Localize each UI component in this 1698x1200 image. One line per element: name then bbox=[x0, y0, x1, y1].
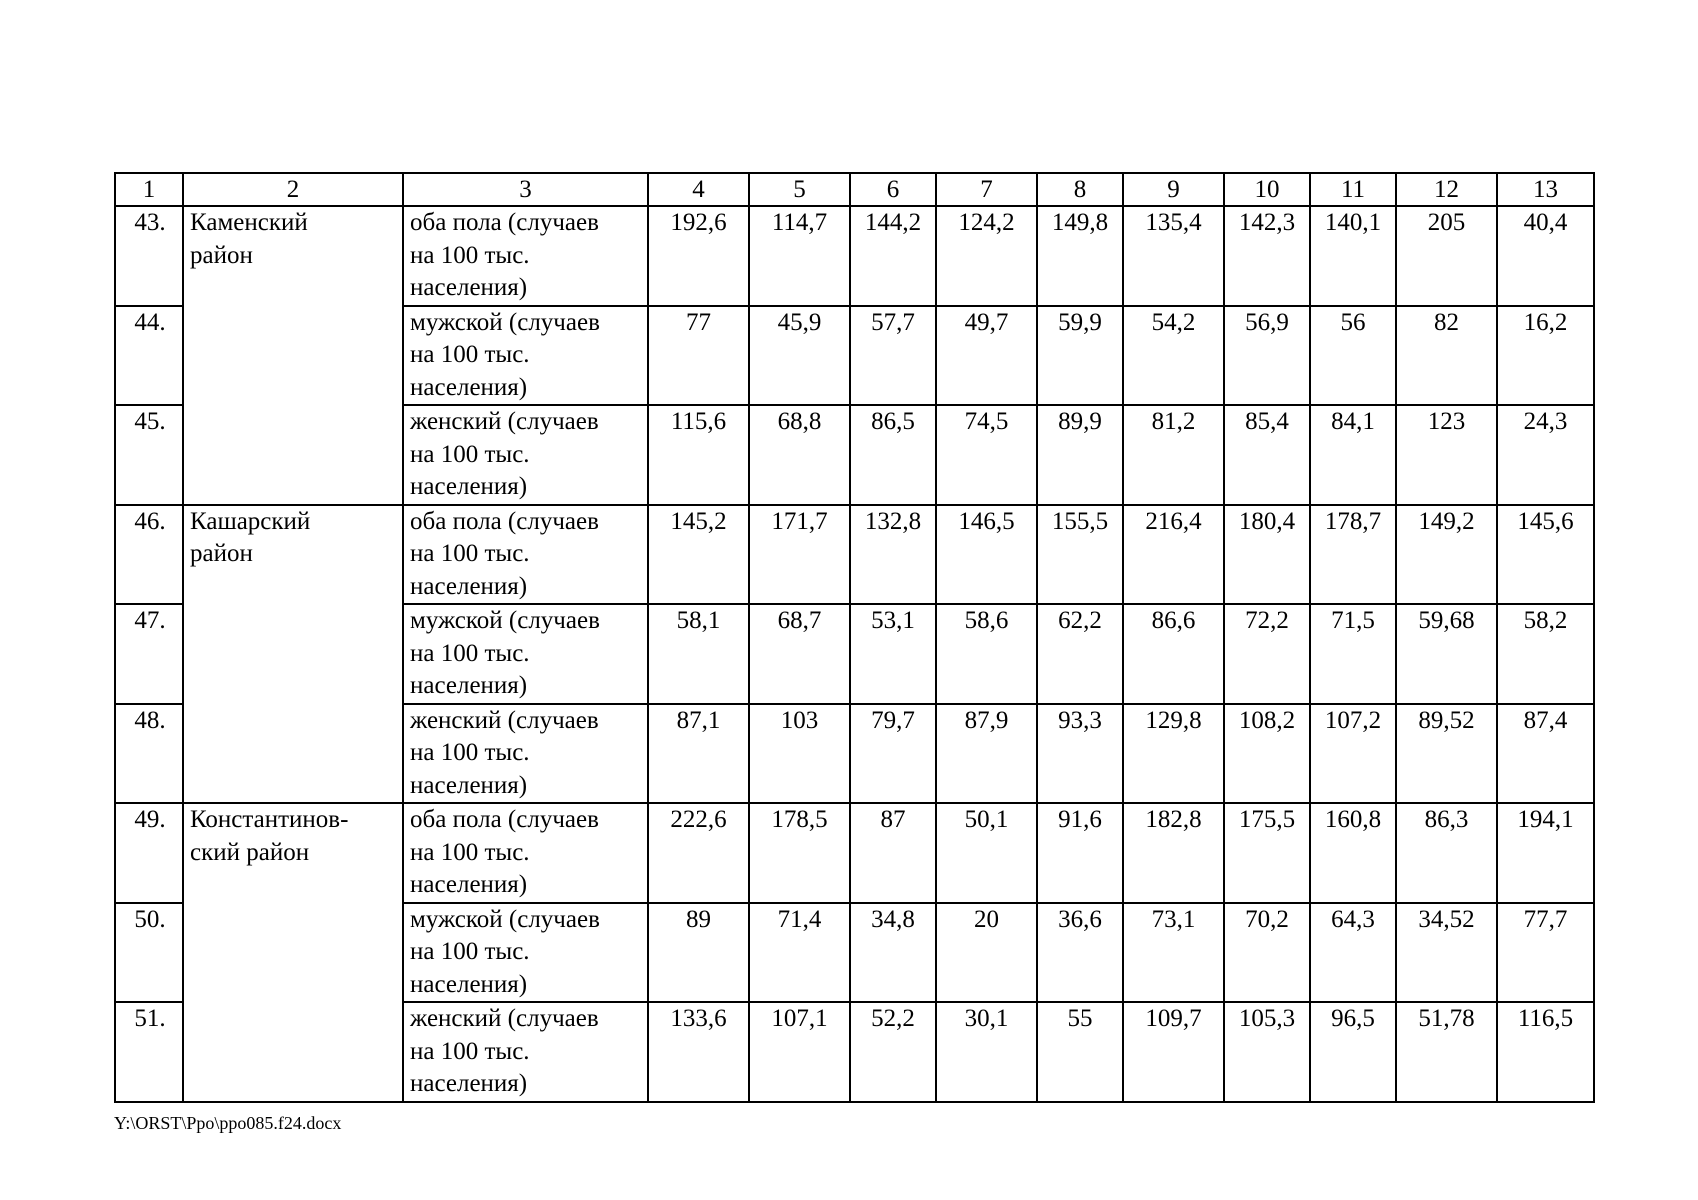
value-cell: 54,2 bbox=[1123, 306, 1224, 406]
indicator-label: оба пола (случаев на 100 тыс. населения) bbox=[410, 806, 599, 898]
value-cell: 34,52 bbox=[1396, 903, 1497, 1003]
value-cell: 81,2 bbox=[1123, 405, 1224, 505]
district-name: Кашарский район bbox=[190, 507, 311, 567]
table-body bbox=[115, 173, 1594, 1102]
row-number-cell bbox=[115, 206, 183, 306]
column-number-header: 6 bbox=[850, 173, 936, 206]
value-cell: 171,7 bbox=[749, 505, 850, 605]
value-cell: 149,2 bbox=[1396, 505, 1497, 605]
value-cell: 58,2 bbox=[1497, 604, 1594, 704]
indicator-label: женский (случаев на 100 тыс. населения) bbox=[410, 706, 599, 799]
value-cell: 68,8 bbox=[749, 405, 850, 505]
value-cell: 129,8 bbox=[1123, 704, 1224, 804]
indicator-label: женский (случаев на 100 тыс. населения) bbox=[410, 1005, 599, 1097]
value-cell: 68,7 bbox=[749, 604, 850, 704]
row-number: 48. bbox=[134, 706, 166, 734]
value-cell: 180,4 bbox=[1224, 505, 1310, 605]
column-number-header: 9 bbox=[1123, 173, 1224, 206]
value-cell: 64,3 bbox=[1310, 903, 1396, 1003]
value-cell: 133,6 bbox=[648, 1002, 749, 1102]
indicator-label: оба пола (случаев на 100 тыс. населения) bbox=[410, 507, 599, 600]
value-cell: 70,2 bbox=[1224, 903, 1310, 1003]
value-cell: 36,6 bbox=[1037, 903, 1123, 1003]
value-cell: 89,9 bbox=[1037, 405, 1123, 505]
value-cell: 155,5 bbox=[1037, 505, 1123, 605]
value-cell: 34,8 bbox=[850, 903, 936, 1003]
row-number-cell bbox=[115, 903, 183, 1003]
indicator-label: оба пола (случаев на 100 тыс. населения) bbox=[410, 209, 599, 301]
column-number-header: 12 bbox=[1396, 173, 1497, 206]
value-cell: 108,2 bbox=[1224, 704, 1310, 804]
value-cell: 24,3 bbox=[1497, 405, 1594, 505]
column-number-header: 8 bbox=[1037, 173, 1123, 206]
column-number-header: 10 bbox=[1224, 173, 1310, 206]
column-number-header: 1 bbox=[115, 173, 183, 206]
row-number: 49. bbox=[134, 806, 166, 833]
value-cell: 72,2 bbox=[1224, 604, 1310, 704]
value-cell: 77,7 bbox=[1497, 903, 1594, 1003]
value-cell: 96,5 bbox=[1310, 1002, 1396, 1102]
value-cell: 86,3 bbox=[1396, 803, 1497, 903]
column-number-header: 2 bbox=[183, 173, 403, 206]
value-cell: 59,68 bbox=[1396, 604, 1497, 704]
value-cell: 87 bbox=[850, 803, 936, 903]
value-cell: 52,2 bbox=[850, 1002, 936, 1102]
value-cell: 30,1 bbox=[936, 1002, 1037, 1102]
value-cell: 145,6 bbox=[1497, 505, 1594, 605]
indicator-cell bbox=[403, 704, 648, 804]
value-cell: 40,4 bbox=[1497, 206, 1594, 306]
value-cell: 135,4 bbox=[1123, 206, 1224, 306]
indicator-label: женский (случаев на 100 тыс. населения) bbox=[410, 408, 599, 500]
value-cell: 115,6 bbox=[648, 405, 749, 505]
footer-file-path: Y:\ORST\Ppo\ppo085.f24.docx bbox=[114, 1113, 342, 1133]
value-cell: 114,7 bbox=[749, 206, 850, 306]
column-number-header: 7 bbox=[936, 173, 1037, 206]
value-cell: 53,1 bbox=[850, 604, 936, 704]
value-cell: 87,1 bbox=[648, 704, 749, 804]
value-cell: 145,2 bbox=[648, 505, 749, 605]
value-cell: 62,2 bbox=[1037, 604, 1123, 704]
row-number: 44. bbox=[134, 308, 166, 336]
value-cell: 149,8 bbox=[1037, 206, 1123, 306]
indicator-cell bbox=[403, 505, 648, 605]
value-cell: 89 bbox=[648, 903, 749, 1003]
value-cell: 107,2 bbox=[1310, 704, 1396, 804]
value-cell: 123 bbox=[1396, 405, 1497, 505]
row-number-cell bbox=[115, 803, 183, 903]
value-cell: 59,9 bbox=[1037, 306, 1123, 406]
district-name: Константинов- ский район bbox=[190, 806, 349, 866]
column-number-header: 13 bbox=[1497, 173, 1594, 206]
table-row bbox=[115, 505, 1594, 605]
value-cell: 45,9 bbox=[749, 306, 850, 406]
row-number: 50. bbox=[134, 905, 166, 933]
value-cell: 57,7 bbox=[850, 306, 936, 406]
row-number-cell bbox=[115, 405, 183, 505]
table-row bbox=[115, 803, 1594, 903]
value-cell: 85,4 bbox=[1224, 405, 1310, 505]
value-cell: 144,2 bbox=[850, 206, 936, 306]
district-cell bbox=[183, 505, 403, 804]
value-cell: 192,6 bbox=[648, 206, 749, 306]
row-number: 45. bbox=[134, 408, 166, 435]
value-cell: 71,4 bbox=[749, 903, 850, 1003]
indicator-label: мужской (случаев на 100 тыс. населения) bbox=[410, 905, 600, 998]
value-cell: 160,8 bbox=[1310, 803, 1396, 903]
row-number-cell bbox=[115, 306, 183, 406]
indicator-cell bbox=[403, 803, 648, 903]
indicator-cell bbox=[403, 1002, 648, 1102]
row-number-cell bbox=[115, 604, 183, 704]
value-cell: 74,5 bbox=[936, 405, 1037, 505]
value-cell: 51,78 bbox=[1396, 1002, 1497, 1102]
value-cell: 93,3 bbox=[1037, 704, 1123, 804]
value-cell: 58,1 bbox=[648, 604, 749, 704]
column-number-header: 3 bbox=[403, 173, 648, 206]
value-cell: 56 bbox=[1310, 306, 1396, 406]
column-number-header: 11 bbox=[1310, 173, 1396, 206]
statistics-table bbox=[114, 172, 1595, 1103]
value-cell: 178,5 bbox=[749, 803, 850, 903]
value-cell: 86,6 bbox=[1123, 604, 1224, 704]
value-cell: 79,7 bbox=[850, 704, 936, 804]
value-cell: 16,2 bbox=[1497, 306, 1594, 406]
value-cell: 109,7 bbox=[1123, 1002, 1224, 1102]
row-number: 51. bbox=[134, 1005, 166, 1032]
value-cell: 124,2 bbox=[936, 206, 1037, 306]
value-cell: 58,6 bbox=[936, 604, 1037, 704]
value-cell: 86,5 bbox=[850, 405, 936, 505]
value-cell: 175,5 bbox=[1224, 803, 1310, 903]
row-number: 43. bbox=[134, 209, 166, 236]
value-cell: 20 bbox=[936, 903, 1037, 1003]
value-cell: 205 bbox=[1396, 206, 1497, 306]
indicator-cell bbox=[403, 604, 648, 704]
row-number: 46. bbox=[134, 507, 166, 535]
value-cell: 84,1 bbox=[1310, 405, 1396, 505]
value-cell: 89,52 bbox=[1396, 704, 1497, 804]
indicator-cell bbox=[403, 903, 648, 1003]
indicator-cell bbox=[403, 206, 648, 306]
indicator-label: мужской (случаев на 100 тыс. населения) bbox=[410, 308, 600, 401]
value-cell: 55 bbox=[1037, 1002, 1123, 1102]
district-cell bbox=[183, 206, 403, 505]
value-cell: 87,4 bbox=[1497, 704, 1594, 804]
value-cell: 140,1 bbox=[1310, 206, 1396, 306]
table-row bbox=[115, 206, 1594, 306]
value-cell: 216,4 bbox=[1123, 505, 1224, 605]
indicator-cell bbox=[403, 405, 648, 505]
value-cell: 182,8 bbox=[1123, 803, 1224, 903]
value-cell: 71,5 bbox=[1310, 604, 1396, 704]
value-cell: 50,1 bbox=[936, 803, 1037, 903]
indicator-label: мужской (случаев на 100 тыс. населения) bbox=[410, 607, 600, 699]
column-number-header: 5 bbox=[749, 173, 850, 206]
value-cell: 73,1 bbox=[1123, 903, 1224, 1003]
value-cell: 91,6 bbox=[1037, 803, 1123, 903]
value-cell: 82 bbox=[1396, 306, 1497, 406]
value-cell: 146,5 bbox=[936, 505, 1037, 605]
value-cell: 77 bbox=[648, 306, 749, 406]
value-cell: 194,1 bbox=[1497, 803, 1594, 903]
column-number-header: 4 bbox=[648, 173, 749, 206]
row-number-cell bbox=[115, 505, 183, 605]
value-cell: 49,7 bbox=[936, 306, 1037, 406]
value-cell: 116,5 bbox=[1497, 1002, 1594, 1102]
value-cell: 107,1 bbox=[749, 1002, 850, 1102]
district-cell bbox=[183, 803, 403, 1102]
value-cell: 178,7 bbox=[1310, 505, 1396, 605]
row-number: 47. bbox=[134, 607, 166, 634]
value-cell: 103 bbox=[749, 704, 850, 804]
row-number-cell bbox=[115, 704, 183, 804]
value-cell: 132,8 bbox=[850, 505, 936, 605]
value-cell: 87,9 bbox=[936, 704, 1037, 804]
value-cell: 56,9 bbox=[1224, 306, 1310, 406]
indicator-cell bbox=[403, 306, 648, 406]
value-cell: 222,6 bbox=[648, 803, 749, 903]
column-number-header-row bbox=[115, 173, 1594, 206]
row-number-cell bbox=[115, 1002, 183, 1102]
value-cell: 142,3 bbox=[1224, 206, 1310, 306]
district-name: Каменский район bbox=[190, 209, 308, 269]
value-cell: 105,3 bbox=[1224, 1002, 1310, 1102]
